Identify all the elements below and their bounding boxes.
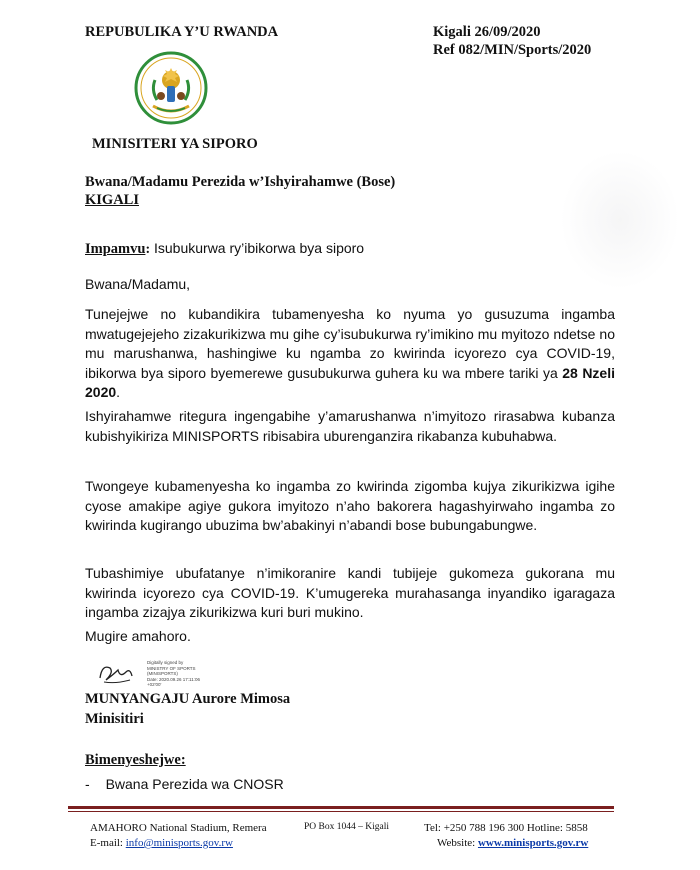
footer-website <box>437 837 588 849</box>
footer-pobox: PO Box 1044 – Kigali <box>304 822 389 832</box>
copies-bullet: - <box>85 776 90 792</box>
website-link[interactable]: www.minisports.gov.rw <box>477 837 589 849</box>
email-link[interactable]: info@minisports.gov.rw <box>125 837 233 849</box>
digital-signature-line: Digitally signed by <box>147 660 184 665</box>
ministry-name: MINISITERI YA SIPORO <box>92 136 258 152</box>
paragraph-1-end: . <box>116 384 121 400</box>
paragraph-1 <box>85 305 615 403</box>
footer-email <box>90 837 233 849</box>
paragraph-4: Tubashimiye ubufatanye n’imikoranire kandi tubijeje gukomeza gukorana mu kwirinda icyorezo cya COVID-19. K’umugereka murahasanga inyandiko igaragaza ingamba zizajya zikurikizwa kuri buri mukino. <box>85 565 615 620</box>
handwritten-signature <box>96 658 136 688</box>
footer-rule-thin <box>68 811 614 812</box>
resumption-date: 28 Nzeli 2020 <box>85 364 615 400</box>
recipient-line: Bwana/Madamu Perezida w’Ishyirahamwe (Bose) <box>85 174 396 190</box>
digital-signature-line: MINISTRY OF SPORTS <box>147 665 196 671</box>
subject-line <box>85 240 364 258</box>
copies-item-text: Bwana Perezida wa CNOSR <box>105 776 284 792</box>
paragraph-1-text: Tunejejwe no kubandikira tubamenyesha ko nyuma yo gusuzuma ingamba mwatugejejeho zizakurikizwa mu gihe cy’isubukurwa ry’imikino mu myitozo ndetse no mu marushanwa, hashingiwe ku ngamba zo kwirinda icyorezo cya COVID-19, ibikorwa bya siporo byemerewe gusubukurwa guhera ku wa mbere tariki ya <box>85 306 615 381</box>
footer-website-label: Website: <box>437 837 478 849</box>
copies-label: Bimenyeshejwe: <box>85 752 186 768</box>
rwanda-seal-icon <box>133 50 209 126</box>
country-name: REPUBULIKA Y’U RWANDA <box>85 24 279 40</box>
footer-address: AMAHORO National Stadium, Remera <box>90 822 267 834</box>
signatory-title: Minisitiri <box>85 711 144 727</box>
digital-signature-block <box>147 660 227 688</box>
reference-number: Ref 082/MIN/Sports/2020 <box>433 42 592 58</box>
salutation: Bwana/Madamu, <box>85 276 191 292</box>
place-date: Kigali 26/09/2020 <box>433 24 541 40</box>
paragraph-2: Ishyirahamwe ritegura ingengabihe y’amarushanwa n’imyitozo rirasabwa kubanza kubishyikiriza MINISPORTS ribisabira uburenganzira rikabanza kubuhabwa. <box>85 408 615 444</box>
subject-text: Isubukurwa ry’ibikorwa bya siporo <box>150 240 365 256</box>
paragraph-3: Twongeye kubamenyesha ko ingamba zo kwirinda zigomba kujya zikurikizwa igihe cyose amakipe agiye gukora imyitozo n’aho bakorera hagashyirwaho ingamba zo kwirinda kugirango ubuzima bw’abakinyi n’abandi bose bubungabungwe. <box>85 478 615 533</box>
footer-phone: Tel: +250 788 196 300 Hotline: 5858 <box>424 822 588 834</box>
signatory-name: MUNYANGAJU Aurore Mimosa <box>85 691 291 707</box>
digital-signature-line: +02'00' <box>147 682 162 687</box>
closing: Mugire amahoro. <box>85 628 191 644</box>
subject-label: Impamvu <box>85 241 146 257</box>
recipient-city: KIGALI <box>85 192 139 208</box>
paper-shadow <box>560 150 680 290</box>
footer-rule <box>68 806 614 809</box>
copies-item <box>85 776 284 792</box>
footer-email-label: E-mail: <box>90 837 126 849</box>
digital-signature-line: Date: 2020.09.26 17:11:06 <box>147 676 200 682</box>
subject-colon: : <box>145 242 151 257</box>
digital-signature-line: (MINISPORTS) <box>147 671 178 676</box>
